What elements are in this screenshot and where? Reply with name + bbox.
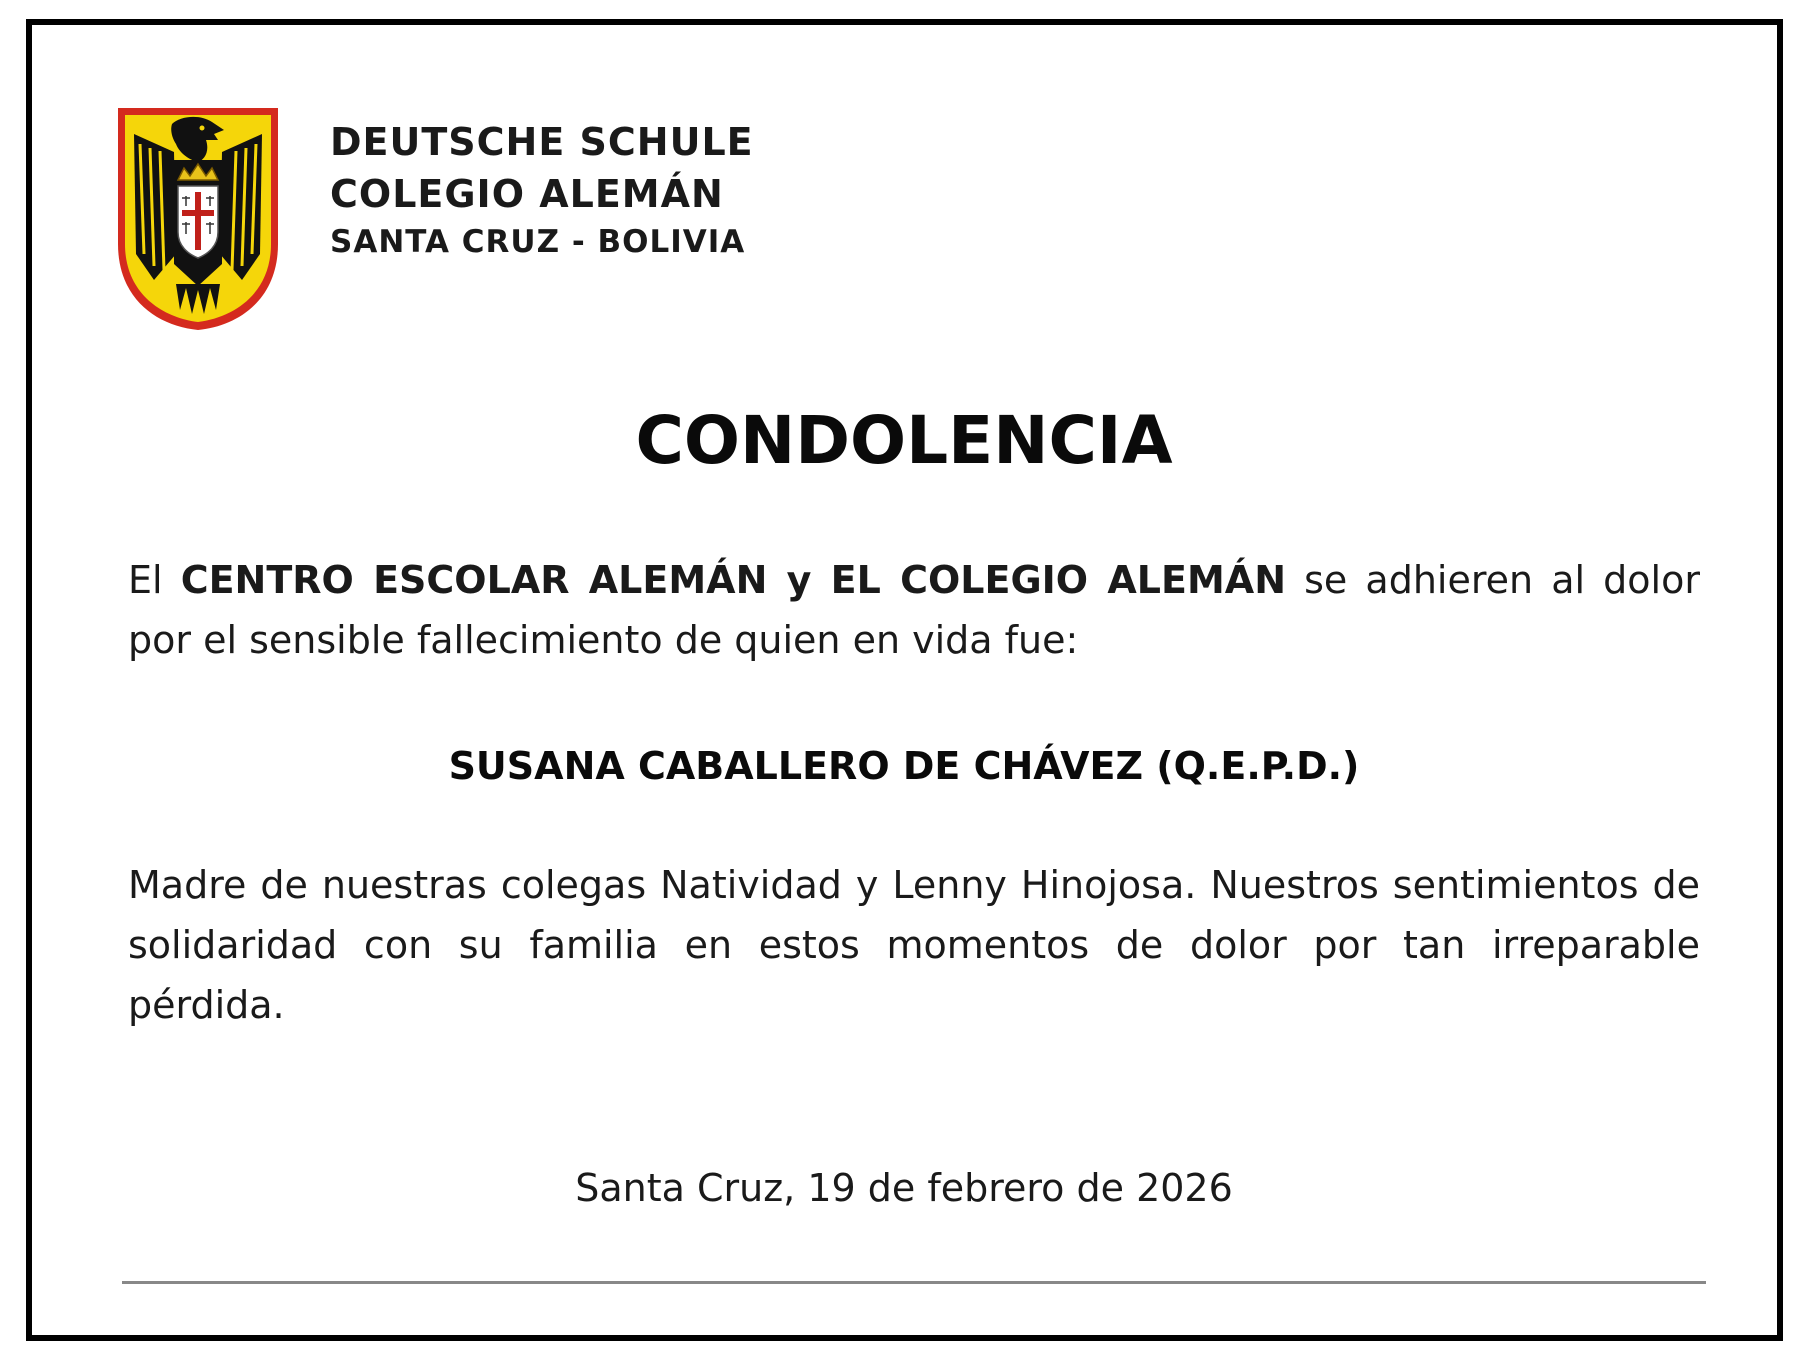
school-name-german: DEUTSCHE SCHULE <box>330 120 754 164</box>
school-name-block <box>330 116 754 264</box>
school-location: SANTA CRUZ - BOLIVIA <box>330 224 746 260</box>
school-crest-eagle-icon <box>114 104 282 334</box>
document-title: CONDOLENCIA <box>635 402 1173 479</box>
school-name-spanish: COLEGIO ALEMÁN <box>330 172 724 216</box>
institutions-names: CENTRO ESCOLAR ALEMÁN y EL COLEGIO ALEMÁN <box>180 558 1286 602</box>
place-and-date: Santa Cruz, 19 de febrero de 2026 <box>575 1166 1233 1210</box>
paragraph-intro: El <box>128 558 181 602</box>
sympathy-paragraph: Madre de nuestras colegas Natividad y Lenny Hinojosa. Nuestros sentimientos de solidaridad con su familia en estos momentos de dolor por tan irreparable pérdida. <box>128 863 1700 1027</box>
deceased-name: SUSANA CABALLERO DE CHÁVEZ (Q.E.P.D.) <box>448 744 1360 788</box>
condolence-paragraph <box>128 550 1700 670</box>
footer-divider <box>122 1281 1706 1284</box>
document-frame <box>26 19 1783 1341</box>
paragraph-rest: se adhieren al dolor por el sensible fallecimiento de quien en vida fue: <box>128 558 1700 662</box>
